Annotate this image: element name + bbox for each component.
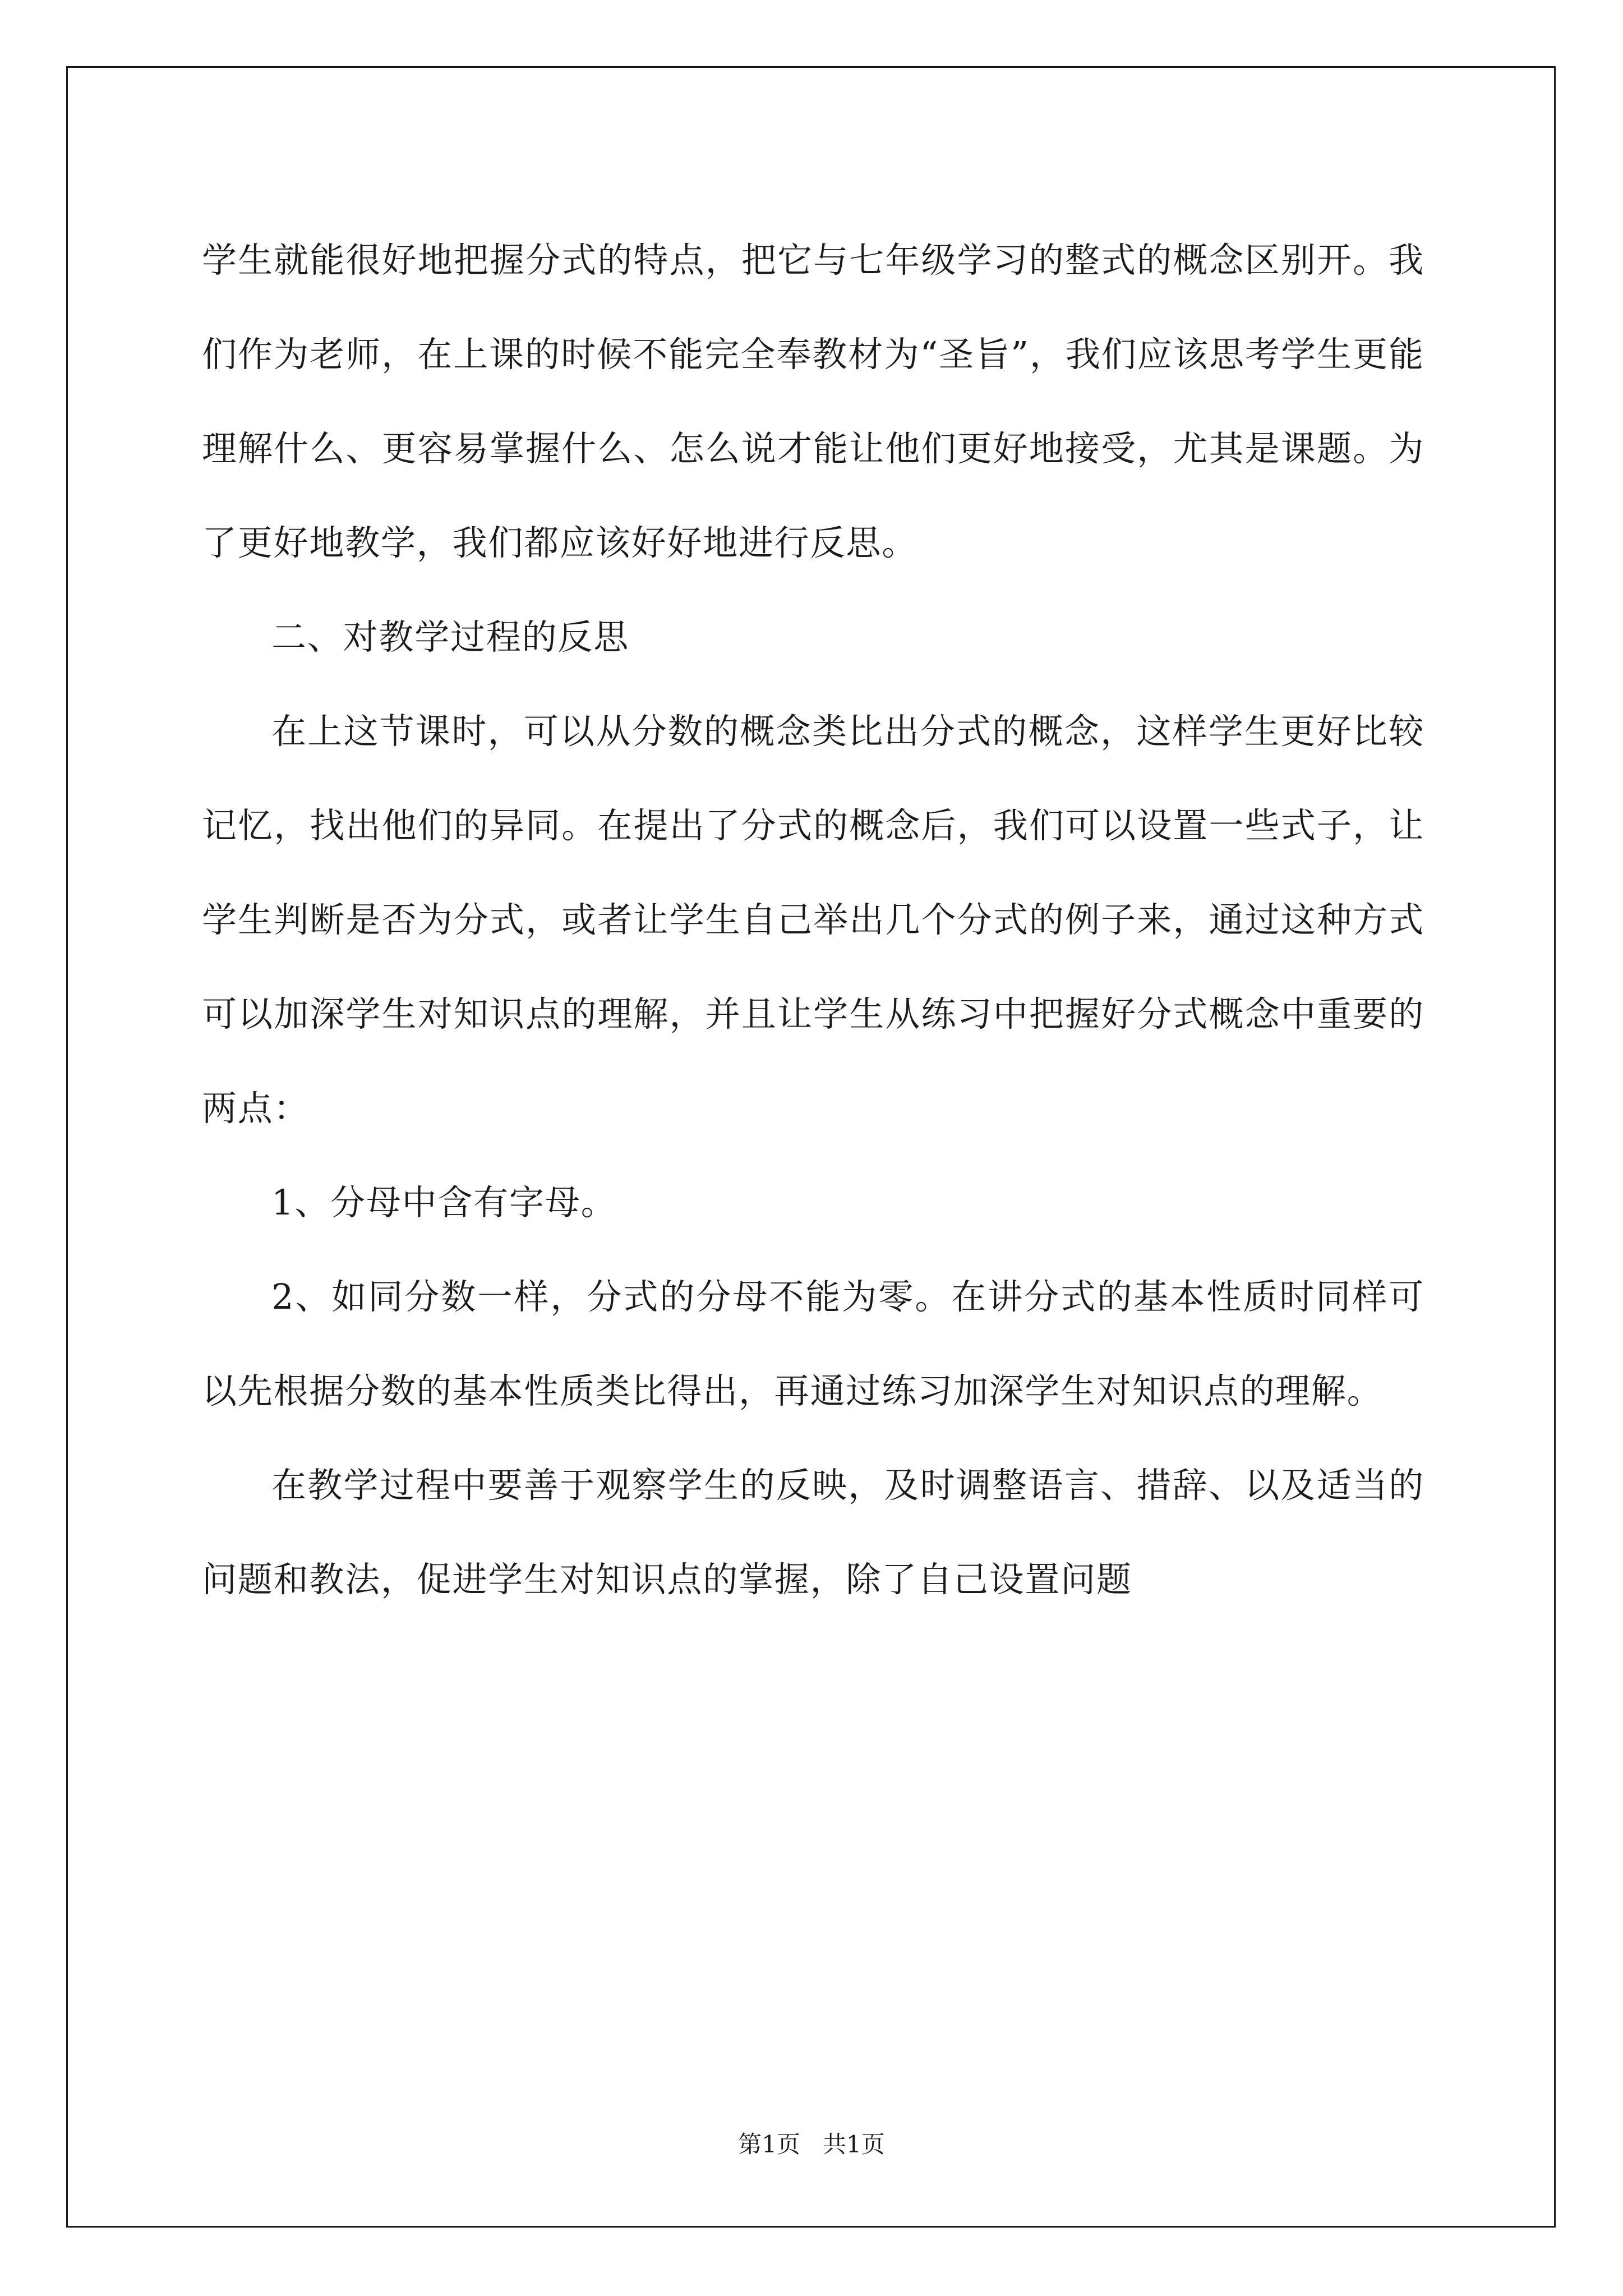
document-body [202,213,1424,1627]
page-footer: 第1页 共1页 [738,2131,885,2158]
list-item-2: 2、如同分数一样，分式的分母不能为零。在讲分式的基本性质时同样可以先根据分数的基本性质类比得出，再通过练习加深学生对知识点的理解。 [202,1276,1424,1411]
paragraph-1: 学生就能很好地把握分式的特点，把它与七年级学习的整式的概念区别开。我们作为老师，在上课的时候不能完全奉教材为“圣旨”，我们应该思考学生更能理解什么、更容易掌握什么、怎么说才能让他们更好地接受，尤其是课题。为了更好地教学，我们都应该好好地进行反思。 [202,240,1424,563]
paragraph-6: 在教学过程中要善于观察学生的反映，及时调整语言、措辞、以及适当的问题和教法，促进学生对知识点的掌握，除了自己设置问题 [202,1465,1424,1600]
paragraph-3: 在上这节课时，可以从分数的概念类比出分式的概念，这样学生更好比较记忆，找出他们的异同。在提出了分式的概念后，我们可以设置一些式子，让学生判断是否为分式，或者让学生自己举出几个分式的例子来，通过这种方式可以加深学生对知识点的理解，并且让学生从练习中把握好分式概念中重要的两点： [202,711,1424,1129]
section-heading: 二、对教学过程的反思 [271,616,630,657]
list-item-1: 1、分母中含有字母。 [271,1182,617,1223]
